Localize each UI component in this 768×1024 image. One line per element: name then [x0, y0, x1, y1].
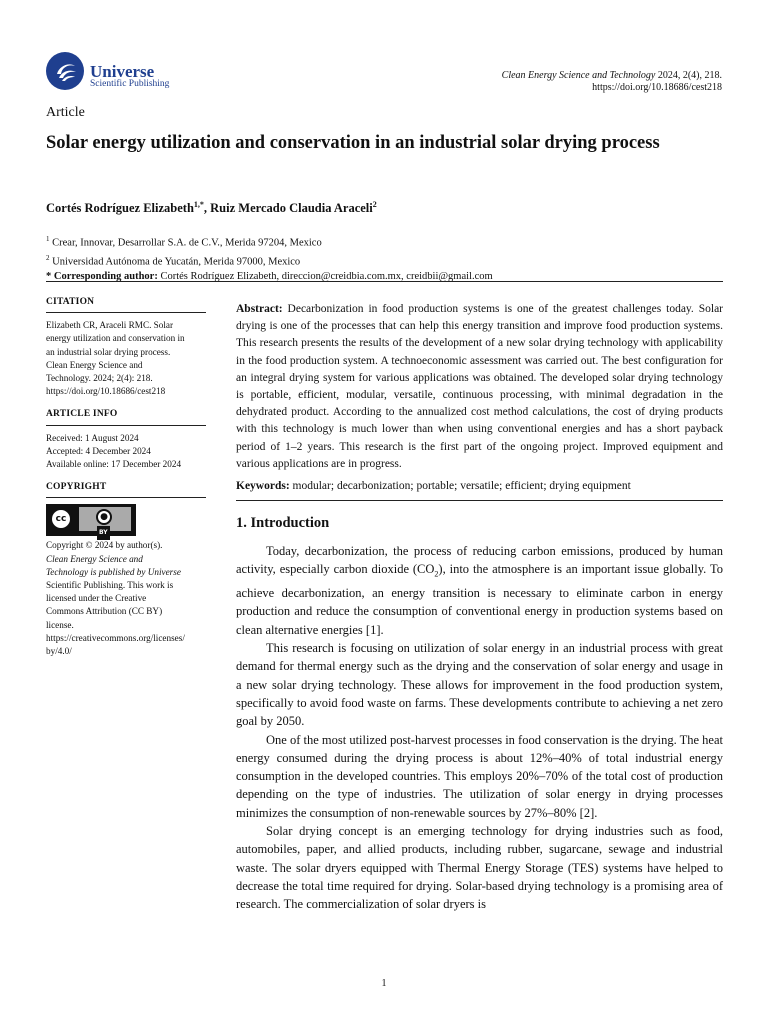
corresponding-label: * Corresponding author:	[46, 271, 158, 282]
author-affiliation-mark: 1,*	[193, 200, 204, 209]
keywords-text: modular; decarbonization; portable; versatile; efficient; drying equipment	[289, 480, 631, 493]
publisher-subtitle: Scientific Publishing	[90, 79, 170, 89]
license-link[interactable]: by/4.0/	[46, 646, 72, 657]
article-info-heading: ARTICLE INFO	[46, 408, 206, 425]
copyright-block	[46, 481, 206, 658]
copyright-line: Clean Energy Science and	[46, 553, 143, 564]
body-paragraph: One of the most utilized post-harvest processes in food conservation is the drying. The heat energy consumed during the drying process is about 12%–40% of total industrial energy consumption in the developed countries. This employs 20%–70% of the total cost of production depending on the type of industries. The utilization of solar energy in drying processes minimizes the consumption of non-renewable sources by 27%–80% [2].	[236, 732, 723, 820]
copyright-journal-text: Technology is published by Universe	[46, 566, 181, 577]
keywords	[236, 478, 723, 501]
author-list	[46, 200, 377, 216]
by-label: BY	[97, 526, 110, 539]
body-paragraph: This research is focusing on utilization of solar energy in an industrial process with great demand for thermal energy such as the drying and the conservation of solar energy and usage in a new solar drying technology. These allows for improvement in the food production system, specifically to avoid food waste on farms. These developments contribute to achieving a net zero goal by 2050.	[236, 641, 723, 729]
author-affiliation-mark: 2	[372, 200, 377, 209]
subscript: 2	[434, 569, 439, 579]
copyright-line: Scientific Publishing. This work is	[46, 580, 174, 591]
license-link[interactable]: https://creativecommons.org/licenses/	[46, 632, 185, 643]
author-separator: ,	[203, 201, 211, 216]
copyright-line: licensed under the Creative	[46, 593, 147, 604]
journal-info	[502, 70, 722, 94]
main-column	[236, 301, 723, 913]
author-name: Ruiz Mercado Claudia Araceli	[210, 201, 373, 216]
section-heading: 1. Introduction	[236, 515, 330, 532]
header-divider	[46, 281, 723, 282]
affiliation-text: Universidad Autónoma de Yucatán, Merida 97000, Mexico	[49, 256, 301, 267]
publisher-name: Universe	[90, 62, 155, 81]
citation-line: energy utilization and conservation in	[46, 333, 185, 344]
corresponding-text: Cortés Rodríguez Elizabeth, direccion@creidbia.com.mx, creidbii@gmail.com	[157, 271, 493, 282]
copyright-line: Commons Attribution (CC BY)	[46, 606, 163, 617]
affiliations	[46, 232, 493, 284]
copyright-heading: COPYRIGHT	[46, 481, 206, 498]
accepted-date: Accepted: 4 December 2024	[46, 445, 151, 456]
body-paragraph: Solar drying concept is an emerging technology for drying industries such as food, automobiles, paper, and allied products, including rubber, sugarcane, sewage and industrial waste. The solar dryers equipped with Thermal Energy Storage (TES) systems have helped to decrease the total time required for drying. Solar-based drying technology is a promising area of research. The commercialization of solar dryers is	[236, 823, 723, 912]
cc-by-badge[interactable]	[46, 504, 136, 536]
journal-doi[interactable]: https://doi.org/10.18686/cest218	[592, 82, 722, 93]
journal-volume: 2024, 2(4), 218.	[655, 70, 722, 81]
affiliation-number: 1	[46, 235, 50, 243]
copyright-line	[46, 566, 206, 579]
abstract	[236, 301, 723, 473]
online-date: Available online: 17 December 2024	[46, 459, 182, 470]
publisher-logo-icon	[46, 52, 84, 90]
copyright-line: license.	[46, 619, 74, 630]
citation-doi-link[interactable]: https://doi.org/10.18686/cest218	[46, 386, 166, 397]
body-paragraph	[236, 542, 723, 639]
article-type: Article	[46, 105, 85, 120]
received-date: Received: 1 August 2024	[46, 432, 139, 443]
citation-line: Elizabeth CR, Araceli RMC. Solar	[46, 320, 174, 331]
affiliation-item	[46, 251, 493, 270]
journal-name: Clean Energy Science and Technology	[501, 70, 656, 81]
abstract-label: Abstract:	[236, 303, 283, 315]
publisher-logo	[46, 52, 186, 92]
citation-line: an industrial solar drying process.	[46, 346, 171, 357]
sidebar	[46, 296, 206, 668]
citation-block	[46, 296, 206, 398]
keywords-label: Keywords:	[236, 480, 290, 493]
paper-title: Solar energy utilization and conservation in an industrial solar drying process	[46, 133, 660, 153]
swirl-icon	[53, 58, 79, 84]
author-name: Cortés Rodríguez Elizabeth	[46, 201, 194, 216]
affiliation-item	[46, 232, 493, 251]
paragraph-text: Today, decarbonization, the process of reducing carbon emissions, produced by human activity, especially carbon dioxide (CO	[236, 544, 723, 577]
affiliation-text: Crear, Innovar, Desarrollar S.A. de C.V., Merida 97204, Mexico	[49, 237, 322, 249]
citation-line: Clean Energy Science and	[46, 359, 143, 370]
citation-text	[46, 319, 206, 398]
cc-icon: cc	[50, 508, 72, 530]
cc-by-panel	[79, 507, 131, 537]
affiliation-number: 2	[46, 253, 50, 262]
article-info-block	[46, 408, 206, 471]
abstract-text: Decarbonization in food production systems is one of the greatest challenges today. Solar drying is one of the processes that can help this energy transition and improve food production systems. This research presents the results of the development of a new solar drying technology with applicability in the food production system. A technoeconomic assessment was carried out. The best configuration for an integral drying system for various applications was obtained. The developed solar drying technology is portable, efficient, modular, versatile, continuous processing, with minimal degradation in the dehydrated product. According to the annualized cost method calculations, the cost of drying products with this technology is much lower than when using conventional energies and has a short payback period of 1–2 years. This research is the first part of the ongoing project. Improved equipment and various applications are in progress.	[236, 303, 723, 470]
article-info-text	[46, 432, 206, 472]
copyright-text	[46, 539, 206, 658]
citation-heading: CITATION	[46, 296, 206, 313]
page-number: 1	[381, 978, 387, 989]
citation-line: Technology. 2024; 2(4): 218.	[46, 373, 153, 384]
copyright-line: Copyright © 2024 by author(s).	[46, 540, 163, 551]
paragraph-text: ), into the atmosphere is an important issue globally. To achieve decarbonization, an energy transition is necessary to eliminate carbon in energy production and reduce the consumption of conventional energy in production systems based on clean alternative energies [1].	[236, 562, 723, 637]
attribution-person-icon: ●	[96, 509, 112, 525]
